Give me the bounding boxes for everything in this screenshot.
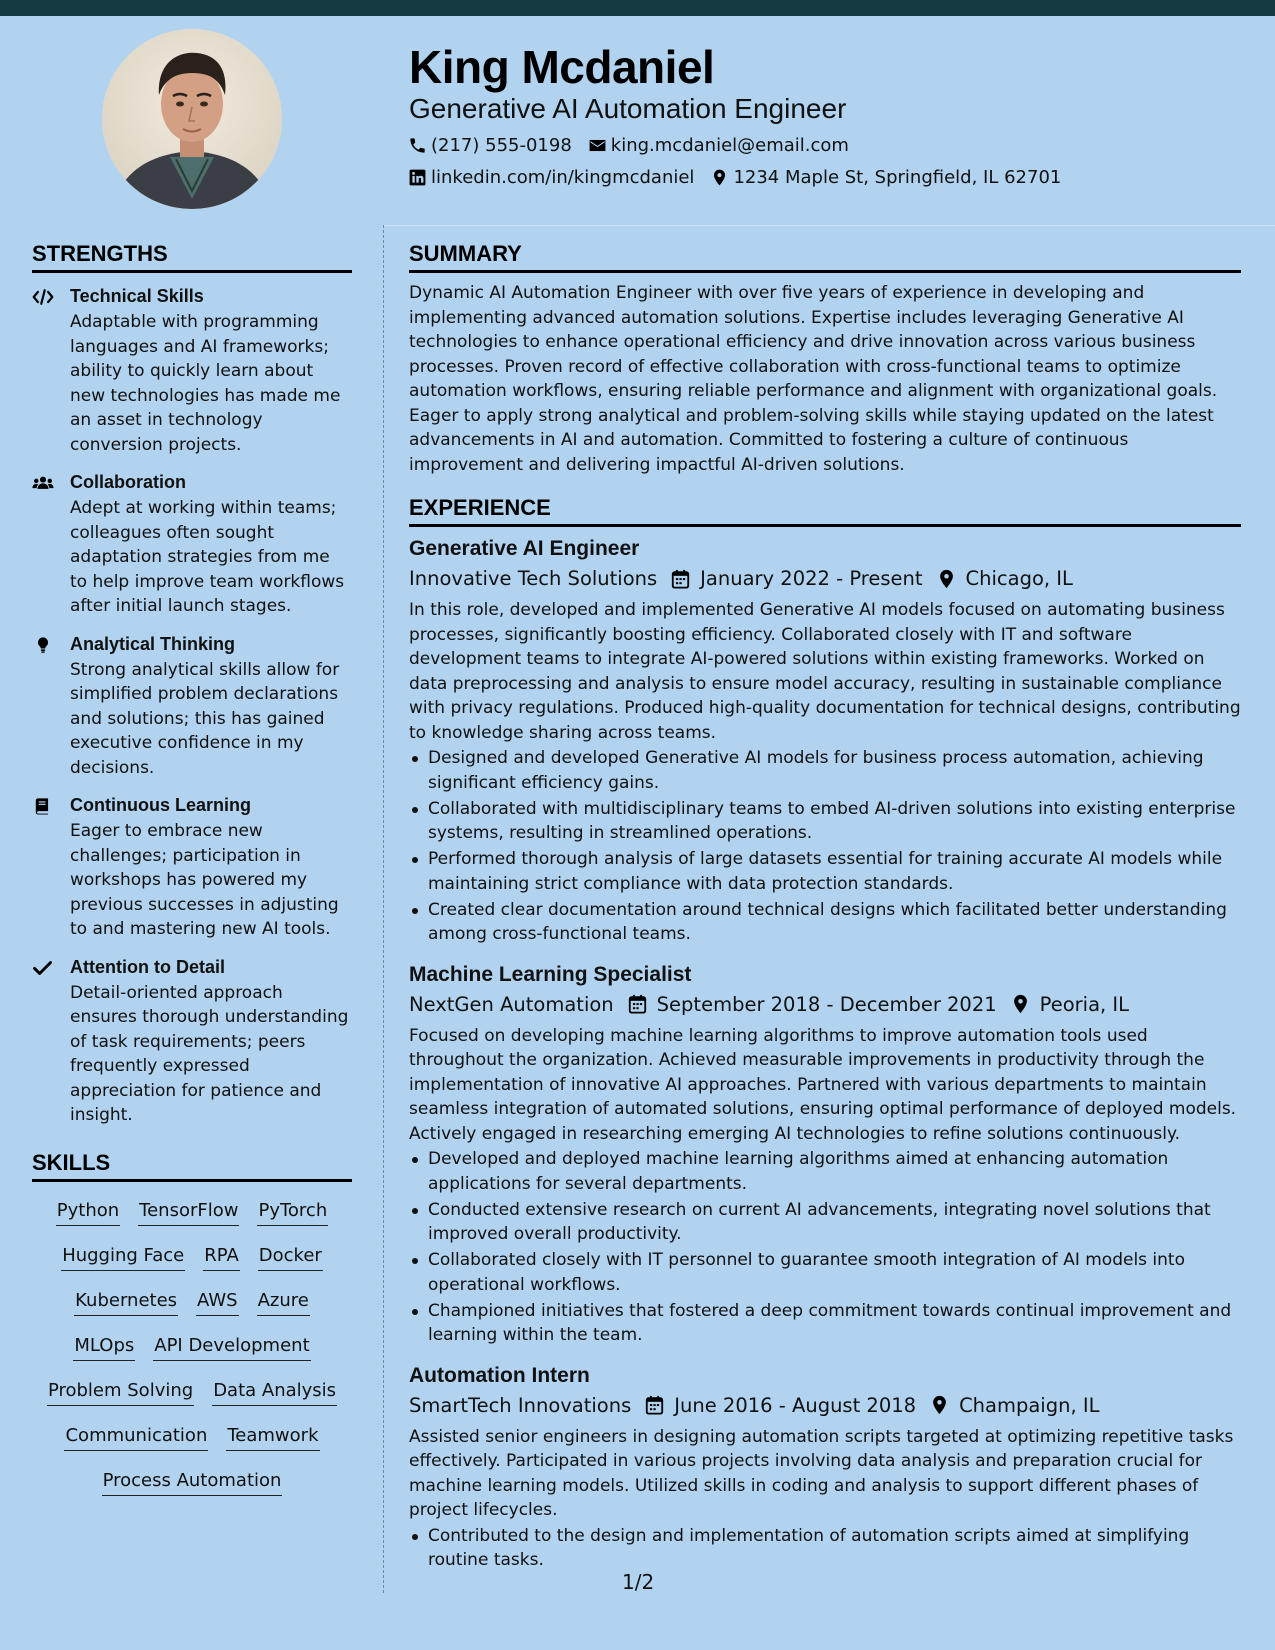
- code-icon: [32, 288, 54, 306]
- skills-list: [32, 1194, 352, 1509]
- page-number: 1/2: [622, 1570, 655, 1594]
- linkedin-icon: [408, 168, 427, 187]
- skill-tag: Communication: [64, 1425, 208, 1451]
- job-description: In this role, developed and implemented Generative AI models focused on automating business processes, significantly boosting efficiency. Collaborated closely with IT and software development teams to integrate AI-powered solutions within existing frameworks. Worked on data preprocessing and analysis to ensure model accuracy, resulting in sustainable compliance with privacy regulations. Produced high-quality documentation for technical designs, contributing to knowledge sharing across teams.: [409, 600, 1241, 743]
- bullet-item: Championed initiatives that fostered a deep commitment towards continual improvement and learning within the team.: [409, 1299, 1241, 1348]
- job-entry: [409, 535, 1241, 947]
- company-name: NextGen Automation: [409, 992, 614, 1016]
- main-column: [409, 241, 1241, 1587]
- bullet-item: Collaborated with multidisciplinary teams to embed AI-driven solutions into existing enterprise systems, resulting in streamlined operations.: [409, 797, 1241, 846]
- linkedin-contact[interactable]: [408, 167, 694, 188]
- job-dates: September 2018 - December 2021: [656, 992, 997, 1016]
- strength-description: Detail-oriented approach ensures thorough understanding of task requirements; peers frequently expressed appreciation for patience and insight.: [70, 982, 349, 1125]
- candidate-title: Generative AI Automation Engineer: [409, 93, 847, 124]
- strength-description: Strong analytical skills allow for simplified problem declarations and solutions; this has gained executive confidence in my decisions.: [70, 659, 340, 778]
- summary-heading: SUMMARY: [409, 241, 1241, 273]
- strength-title: Attention to Detail: [70, 956, 225, 977]
- email-contact[interactable]: [588, 135, 849, 156]
- strength-description: Adaptable with programming languages and AI frameworks; ability to quickly learn about new technologies has made me an asset in technology conversion projects.: [70, 312, 341, 455]
- company-name: SmartTech Innovations: [409, 1393, 632, 1417]
- strength-item: [32, 956, 352, 1128]
- address-contact: [710, 167, 1061, 188]
- sidebar: [32, 241, 352, 1509]
- experience-heading: EXPERIENCE: [409, 495, 1241, 527]
- location-pin-icon: [1011, 994, 1030, 1014]
- skill-tag: Problem Solving: [47, 1380, 194, 1406]
- job-meta: [409, 993, 1241, 1016]
- top-accent-bar: [0, 0, 1275, 16]
- job-description: Focused on developing machine learning algorithms to improve automation tools used throughout the organization. Achieved measurable improvements in productivity through the implementation of innovative AI approaches. Partnered with various departments to maintain seamless integration of automated solutions, ensuring optimal performance of deployed models. Actively engaged in researching emerging AI technologies to refine solutions continuously.: [409, 1025, 1237, 1144]
- column-divider: [383, 225, 384, 1593]
- skill-tag: Data Analysis: [212, 1380, 337, 1406]
- linkedin-text: linkedin.com/in/kingmcdaniel: [431, 167, 695, 188]
- phone-icon: [408, 136, 427, 155]
- skill-tag: AWS: [196, 1290, 239, 1316]
- phone-text: (217) 555-0198: [431, 135, 572, 156]
- check-icon: [32, 959, 54, 977]
- address-text: 1234 Maple St, Springfield, IL 62701: [733, 167, 1062, 188]
- location-pin-icon: [930, 1395, 949, 1415]
- skill-tag: Azure: [257, 1290, 310, 1316]
- bullet-item: Performed thorough analysis of large datasets essential for training accurate AI models while maintaining strict compliance with data protection standards.: [409, 847, 1241, 896]
- skill-tag: MLOps: [73, 1335, 135, 1361]
- skill-tag: Docker: [258, 1245, 323, 1271]
- strength-title: Continuous Learning: [70, 795, 251, 815]
- users-icon: [32, 474, 54, 492]
- bullet-item: Conducted extensive research on current AI advancements, integrating novel solutions that improved overall productivity.: [409, 1198, 1241, 1247]
- job-location: Peoria, IL: [1039, 992, 1130, 1016]
- calendar-icon: [671, 569, 690, 589]
- job-meta: [409, 567, 1241, 590]
- email-text: king.mcdaniel@email.com: [610, 135, 849, 156]
- calendar-icon: [645, 1395, 664, 1415]
- strength-title: Technical Skills: [70, 286, 204, 306]
- job-description: Assisted senior engineers in designing automation scripts targeted at optimizing repetitive tasks effectively. Participated in various projects involving data analysis and preparation crucial for machine learning models. Utilized skills in coding and analysis to support different phases of project lifecycles.: [409, 1426, 1234, 1520]
- lightbulb-icon: [32, 636, 54, 654]
- company-name: Innovative Tech Solutions: [409, 567, 658, 590]
- job-entry: [409, 1362, 1241, 1573]
- location-pin-icon: [710, 168, 729, 187]
- book-icon: [32, 797, 54, 815]
- job-title: Generative AI Engineer: [409, 537, 640, 560]
- skill-tag: Hugging Face: [61, 1245, 185, 1271]
- strength-description: Eager to embrace new challenges; participation in workshops has powered my previous successes in adjusting to and mastering new AI tools.: [70, 821, 339, 939]
- strengths-heading: STRENGTHS: [32, 241, 352, 273]
- job-title: Automation Intern: [409, 1363, 590, 1387]
- bullet-item: Collaborated closely with IT personnel to guarantee smooth integration of AI models into operational workflows.: [409, 1248, 1241, 1297]
- job-bullets: [409, 1147, 1241, 1348]
- job-location: Chicago, IL: [965, 567, 1073, 590]
- strength-item: [32, 794, 352, 942]
- job-dates: June 2016 - August 2018: [674, 1393, 917, 1417]
- strength-item: [32, 471, 352, 619]
- summary-text: Dynamic AI Automation Engineer with over five years of experience in developing and implementing advanced automation solutions. Expertise includes leveraging Generative AI technologies to enhance operational efficiency and drive innovation across various business processes. Proven record of effective collaboration with cross-functional teams to optimize automation workflows, ensuring reliable performance and alignment with organizational goals. Eager to apply strong analytical and problem-solving skills while staying updated on the latest advancements in AI and automation. Committed to fostering a culture of continuous improvement and delivering impactful AI-driven solutions.: [409, 283, 1218, 475]
- strength-title: Collaboration: [70, 472, 186, 492]
- skill-tag: Python: [56, 1200, 120, 1226]
- job-entry: [409, 961, 1241, 1348]
- job-meta: [409, 1394, 1241, 1417]
- phone-contact[interactable]: [408, 135, 572, 156]
- job-bullets: [409, 1524, 1241, 1573]
- strength-item: [32, 633, 352, 781]
- profile-photo: [102, 29, 282, 209]
- strength-title: Analytical Thinking: [70, 633, 236, 654]
- skill-tag: API Development: [153, 1335, 310, 1361]
- skill-tag: PyTorch: [257, 1200, 328, 1226]
- strength-item: [32, 285, 352, 457]
- skill-tag: Process Automation: [102, 1470, 283, 1496]
- skill-tag: RPA: [203, 1245, 240, 1271]
- contact-row-2: [408, 167, 1077, 188]
- header-divider: [384, 225, 1275, 226]
- skill-tag: Teamwork: [226, 1425, 319, 1451]
- job-location: Champaign, IL: [959, 1393, 1100, 1417]
- email-icon: [588, 136, 607, 155]
- location-pin-icon: [937, 569, 956, 589]
- skills-heading: SKILLS: [32, 1150, 352, 1182]
- contact-row-1: [408, 135, 865, 156]
- skill-tag: TensorFlow: [138, 1200, 239, 1226]
- calendar-icon: [628, 994, 647, 1014]
- job-bullets: [409, 746, 1241, 947]
- bullet-item: Contributed to the design and implementation of automation scripts aimed at simplifying routine tasks.: [409, 1524, 1241, 1573]
- candidate-name: King Mcdaniel: [409, 41, 715, 93]
- skill-tag: Kubernetes: [74, 1290, 178, 1316]
- job-title: Machine Learning Specialist: [409, 962, 692, 986]
- bullet-item: Created clear documentation around technical designs which facilitated better understanding among cross-functional teams.: [409, 898, 1241, 947]
- strength-description: Adept at working within teams; colleagues often sought adaptation strategies from me to help improve team workflows after initial launch stages.: [70, 498, 345, 616]
- bullet-item: Developed and deployed machine learning algorithms aimed at enhancing automation applications for several departments.: [409, 1147, 1241, 1196]
- job-dates: January 2022 - Present: [700, 567, 923, 590]
- bullet-item: Designed and developed Generative AI models for business process automation, achieving significant efficiency gains.: [409, 746, 1241, 795]
